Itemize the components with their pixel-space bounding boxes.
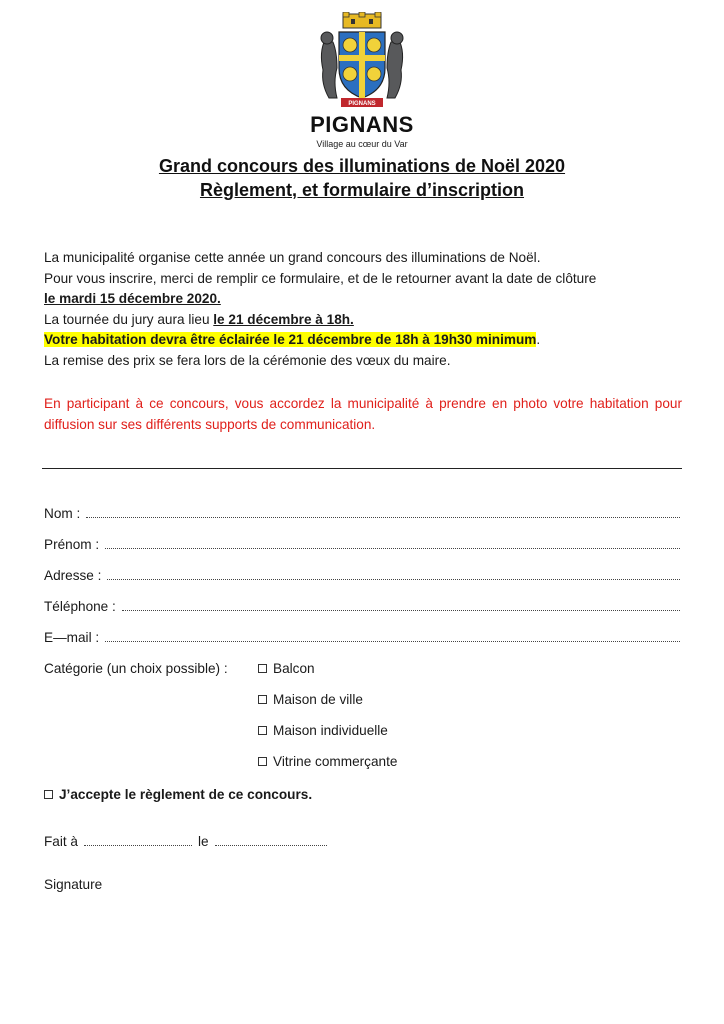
option-label: Maison individuelle	[273, 723, 388, 738]
logo-ribbon-text: PIGNANS	[348, 101, 376, 107]
fait-a-label: Fait à	[44, 834, 78, 849]
checkbox-icon[interactable]	[258, 664, 267, 673]
jury-date: le 21 décembre à 18h.	[213, 311, 354, 327]
telephone-label: Téléphone :	[44, 599, 116, 614]
signature-label: Signature	[44, 877, 103, 892]
nom-field[interactable]	[44, 506, 680, 521]
email-field[interactable]	[44, 630, 680, 645]
email-label: E—mail :	[44, 630, 100, 645]
prenom-field[interactable]	[44, 537, 680, 552]
prenom-label: Prénom :	[44, 537, 100, 552]
checkbox-icon[interactable]	[258, 757, 267, 766]
telephone-input-line[interactable]	[122, 600, 680, 611]
intro-paragraph	[44, 248, 684, 371]
logo-tagline: Village au cœur du Var	[316, 139, 408, 149]
photo-consent-notice	[44, 394, 682, 435]
place-date-line	[44, 834, 333, 849]
intro-line: Pour vous inscrire, merci de remplir ce formulaire, et de le retourner avant la date de clôture	[44, 270, 597, 286]
categorie-label: Catégorie (un choix possible) :	[44, 661, 228, 676]
option-label: Balcon	[273, 661, 315, 676]
checkbox-icon[interactable]	[258, 726, 267, 735]
intro-line: La municipalité organise cette année un grand concours des illuminations de Noël.	[44, 250, 541, 265]
document-title: Grand concours des illuminations de Noël 2020	[158, 156, 566, 176]
place-input-line[interactable]	[84, 835, 192, 846]
checkbox-icon[interactable]	[258, 695, 267, 704]
option-maison-de-ville[interactable]	[258, 692, 363, 707]
town-logo	[300, 12, 424, 149]
adresse-field[interactable]	[44, 568, 680, 583]
lighting-requirement-period: .	[536, 332, 541, 347]
notice-text: En participant à ce concours, vous accordez la municipalité à prendre en photo votre habitation pour diffusion sur ses différents supports de communication.	[44, 396, 682, 432]
option-label: Vitrine commerçante	[273, 754, 398, 769]
logo-town-name: PIGNANS	[310, 112, 414, 137]
lighting-requirement: Votre habitation devra être éclairée le 21 décembre de 18h à 19h30 minimum	[44, 332, 537, 347]
nom-label: Nom :	[44, 506, 81, 521]
nom-input-line[interactable]	[86, 507, 680, 518]
separator-line	[42, 468, 682, 469]
option-balcon[interactable]	[258, 661, 315, 676]
option-label: Maison de ville	[273, 692, 363, 707]
email-input-line[interactable]	[105, 631, 680, 642]
accept-rules-checkbox[interactable]	[44, 787, 312, 802]
jury-text: La tournée du jury aura lieu	[44, 311, 214, 327]
coat-of-arms-icon	[307, 12, 417, 112]
accept-rules-label: J’accepte le règlement de ce concours.	[59, 787, 313, 802]
option-maison-individuelle[interactable]	[258, 723, 388, 738]
closing-date: le mardi 15 décembre 2020.	[44, 291, 221, 306]
adresse-label: Adresse :	[44, 568, 102, 583]
intro-line: La remise des prix se fera lors de la cérémonie des vœux du maire.	[44, 352, 451, 368]
document-subtitle: Règlement, et formulaire d’inscription	[199, 180, 525, 200]
prenom-input-line[interactable]	[105, 538, 680, 549]
adresse-input-line[interactable]	[107, 569, 680, 580]
checkbox-icon[interactable]	[44, 790, 53, 799]
date-input-line[interactable]	[215, 835, 327, 846]
le-label: le	[198, 834, 209, 849]
option-vitrine-commercante[interactable]	[258, 754, 397, 769]
telephone-field[interactable]	[44, 599, 680, 614]
